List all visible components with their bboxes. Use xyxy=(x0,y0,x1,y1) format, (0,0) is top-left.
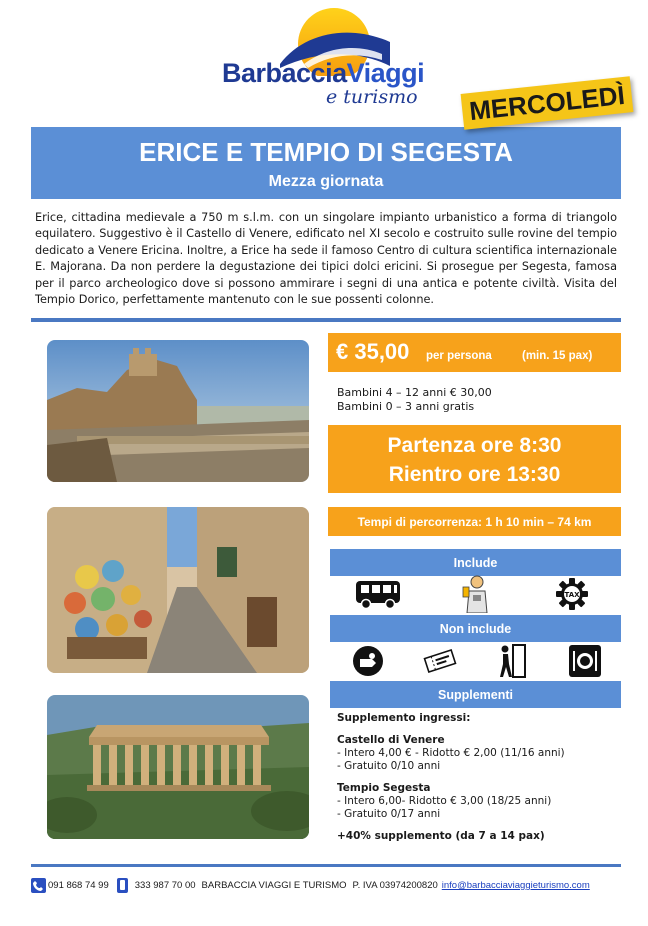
return-time: Rientro ore 13:30 xyxy=(388,463,561,486)
mobile-number[interactable]: 333 987 70 00 xyxy=(134,880,196,891)
temple-title: Tempio Segesta xyxy=(337,782,431,794)
email-link[interactable]: info@barbacciaviaggieturismo.com xyxy=(441,880,590,891)
ticket-icon xyxy=(423,647,457,679)
page-subtitle: Mezza giornata xyxy=(268,173,384,190)
price-amount: € 35,00 xyxy=(336,339,410,364)
kids-prices xyxy=(337,386,492,413)
temple-price-line: - Gratuito 0/17 anni xyxy=(337,808,441,820)
kids-price-line: Bambini 4 – 12 anni € 30,00 xyxy=(337,386,492,399)
bus-icon xyxy=(354,578,402,614)
entrance-icon xyxy=(497,643,527,683)
company-name: BARBACCIA VIAGGI E TURISMO xyxy=(201,880,347,891)
page-title: ERICE E TEMPIO DI SEGESTA xyxy=(139,137,513,167)
photo-erice-street xyxy=(47,507,309,673)
supplements-heading: Supplemento ingressi: xyxy=(337,712,471,724)
supplements-details xyxy=(337,712,565,843)
tax-icon xyxy=(556,578,588,614)
title-band xyxy=(31,127,621,199)
not-include-header: Non include xyxy=(330,615,621,642)
photo-segesta-temple xyxy=(47,695,309,839)
kids-price-line: Bambini 0 – 3 anni gratis xyxy=(337,399,475,413)
vat-number: P. IVA 03974200820 xyxy=(352,880,438,891)
footer-contacts xyxy=(31,878,621,893)
divider-bottom xyxy=(31,864,621,867)
day-badge: MERCOLEDÌ xyxy=(461,76,634,130)
brand-name: BarbacciaViaggi xyxy=(222,58,425,88)
mobile-phone-icon xyxy=(117,878,128,893)
group-supplement: +40% supplemento (da 7 a 14 pax) xyxy=(337,830,545,842)
castle-price-line: - Intero 4,00 € - Ridotto € 2,00 (11/16 anni) xyxy=(337,747,565,759)
guide-icon xyxy=(462,573,492,617)
brand-tagline: e turismo xyxy=(326,86,418,108)
travel-time-box: Tempi di percorrenza: 1 h 10 min – 74 km xyxy=(328,507,621,536)
phone-icon xyxy=(31,878,46,893)
castle-title: Castello di Venere xyxy=(337,734,445,746)
times-box xyxy=(328,425,621,493)
castle-price-line: - Gratuito 0/10 anni xyxy=(337,760,441,772)
photo-erice-castle xyxy=(47,340,309,482)
include-header: Include xyxy=(330,549,621,576)
phone-number[interactable]: 091 868 74 99 xyxy=(48,880,109,891)
tour-description: Erice, cittadina medievale a 750 m s.l.m. con un singolare impianto urbanistico a forma di triangolo equilatero. Suggestivo è il Castello di Venere, edificato nel XI secolo e costruito sulle rovine del tempio dedicato a Venere Ericina. Inoltre, a Erice ha sede il famoso Centro di cultura scientifica internazionale E. Majorana. Da non perdere la degustazione dei tipici dolci ericini. Si prosegue per Segesta, famosa per il parco archeologico dove si possono ammirare i segni di una antica e potente civiltà. Visita del Tempio Dorico, perfettamente mantenuto con le sue possenti colonne. xyxy=(35,211,617,307)
price-per-person: per persona xyxy=(426,350,492,362)
transfer-icon xyxy=(352,645,384,681)
brand-logo xyxy=(218,6,434,112)
price-min-pax: (min. 15 pax) xyxy=(522,350,593,362)
divider-top xyxy=(31,318,621,322)
meal-icon xyxy=(569,645,601,681)
departure-time: Partenza ore 8:30 xyxy=(387,434,562,457)
price-box xyxy=(328,333,621,372)
supplements-header: Supplementi xyxy=(330,681,621,708)
temple-price-line: - Intero 6,00- Ridotto € 3,00 (18/25 anni) xyxy=(337,795,552,807)
svg-text:TAX: TAX xyxy=(564,591,580,599)
